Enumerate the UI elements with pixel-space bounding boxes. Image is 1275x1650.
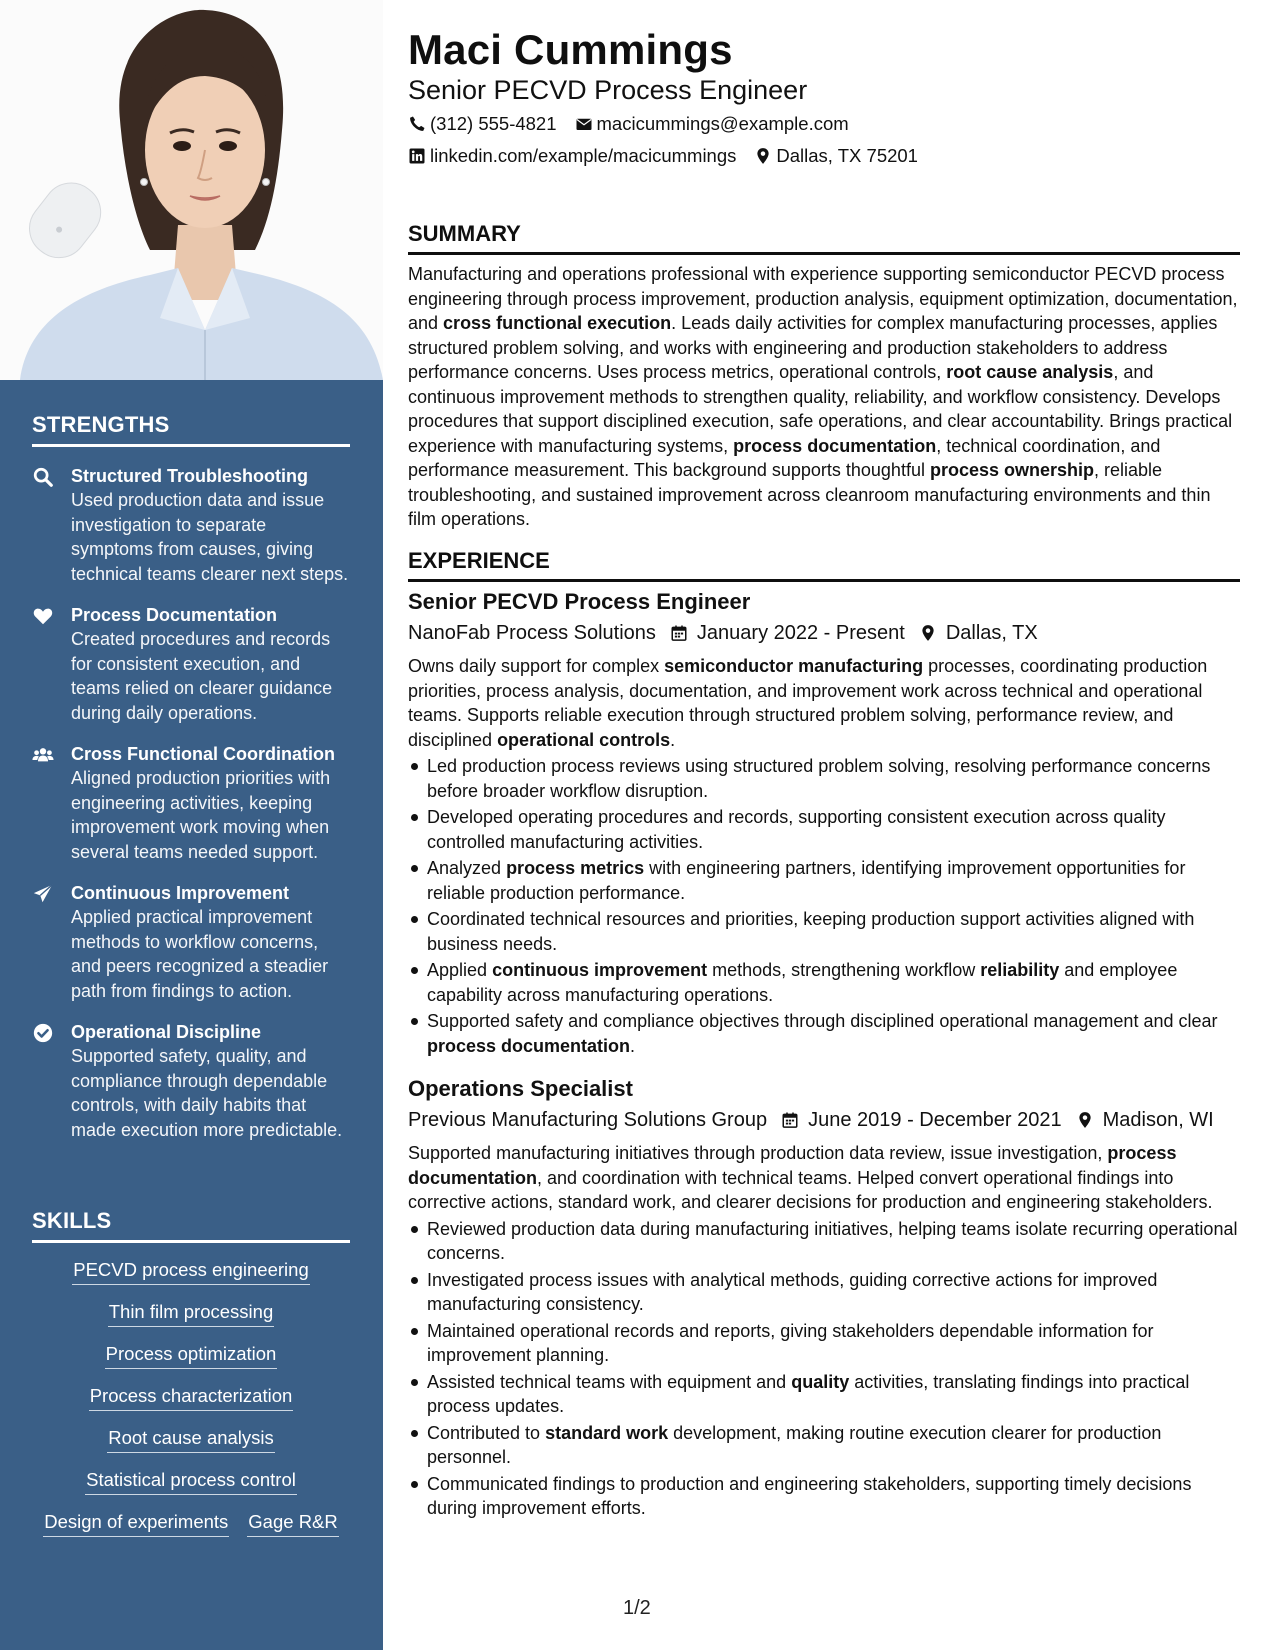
page-number: 1/2 xyxy=(623,1597,651,1619)
job-description: Supported manufacturing initiatives through production data review, issue investigation, process documentation, and coordination with technical teams. Helped convert operational findings into corrective actions, standard work, and clearer decisions for production and engineering stakeholders. xyxy=(408,1143,1213,1212)
map-pin-icon xyxy=(1076,1111,1094,1129)
strength-title: Continuous Improvement xyxy=(71,883,290,903)
users-icon xyxy=(32,744,54,766)
company-name: Previous Manufacturing Solutions Group xyxy=(408,1109,768,1131)
strength-title: Process Documentation xyxy=(71,605,278,625)
job-location: Madison, WI xyxy=(1102,1109,1214,1131)
linkedin-icon xyxy=(408,147,426,165)
job-title: Senior PECVD Process Engineer xyxy=(408,589,751,614)
job-dates: June 2019 - December 2021 xyxy=(808,1109,1062,1131)
strength-desc: Supported safety, quality, and compliance through dependable controls, with daily habits that made execution more predictable. xyxy=(71,1046,343,1140)
bold-phrase: semiconductor manufacturing xyxy=(664,656,924,676)
calendar-icon xyxy=(670,624,688,642)
email-contact[interactable] xyxy=(575,113,849,135)
linkedin-text: linkedin.com/example/macicummings xyxy=(430,145,737,166)
strength-title: Operational Discipline xyxy=(71,1022,262,1042)
skill-tag: PECVD process engineering xyxy=(72,1257,310,1285)
job-entry xyxy=(408,587,1240,1058)
job-title: Operations Specialist xyxy=(408,1076,633,1101)
search-icon xyxy=(32,466,54,488)
envelope-icon xyxy=(575,115,593,133)
job-bullet: Reviewed production data during manufacturing initiatives, helping teams isolate recurring operational concerns. xyxy=(408,1217,1240,1266)
bold-phrase: reliability xyxy=(980,960,1060,980)
bold-phrase: process metrics xyxy=(506,858,645,878)
strength-desc: Used production data and issue investigation to separate symptoms from causes, giving technical teams clearer next steps. xyxy=(71,490,349,584)
job-meta xyxy=(408,618,1240,648)
calendar-icon xyxy=(781,1111,799,1129)
job-bullet: Applied continuous improvement methods, strengthening workflow reliability and employee capability across manufacturing operations. xyxy=(408,958,1240,1007)
strength-desc: Applied practical improvement methods to workflow concerns, and peers recognized a steadier path from findings to action. xyxy=(71,907,329,1001)
bold-phrase: standard work xyxy=(545,1422,669,1443)
skills-heading: SKILLS xyxy=(32,1208,350,1243)
job-entry xyxy=(408,1074,1240,1521)
map-pin-icon xyxy=(919,624,937,642)
skill-tag: Design of experiments xyxy=(43,1509,229,1537)
bold-phrase: quality xyxy=(791,1371,850,1392)
strengths-section xyxy=(32,412,350,1142)
strength-title: Structured Troubleshooting xyxy=(71,466,308,486)
strength-title: Cross Functional Coordination xyxy=(71,744,335,764)
bold-phrase: process documentation xyxy=(408,1143,1177,1188)
job-bullet: Assisted technical teams with equipment and quality activities, translating findings into practical process updates. xyxy=(408,1370,1240,1419)
strengths-heading: STRENGTHS xyxy=(32,412,350,447)
sidebar xyxy=(0,0,383,1650)
job-bullet: Developed operating procedures and records, supporting consistent execution across quality controlled manufacturing activities. xyxy=(408,805,1240,854)
location-contact xyxy=(754,145,918,167)
bold-phrase: process ownership xyxy=(929,460,1095,480)
strength-item xyxy=(32,1020,350,1142)
heart-icon xyxy=(32,605,54,627)
job-description: Owns daily support for complex semiconductor manufacturing processes, coordinating production priorities, process analysis, documentation, and improvement work across technical and operational teams. Supports reliable execution through structured problem solving, performance review, and disciplined operational controls. xyxy=(408,656,1208,750)
job-bullet: Communicated findings to production and engineering stakeholders, supporting timely decisions during improvement efforts. xyxy=(408,1472,1240,1521)
job-bullets xyxy=(408,754,1240,1058)
bold-phrase: cross functional execution xyxy=(443,313,672,333)
job-dates: January 2022 - Present xyxy=(696,622,905,644)
skill-list xyxy=(32,1257,350,1537)
bold-phrase: process documentation xyxy=(733,435,937,456)
paper-plane-icon xyxy=(32,883,54,905)
phone-text: (312) 555-4821 xyxy=(430,113,557,134)
strength-item xyxy=(32,742,350,864)
contact-row xyxy=(408,113,867,135)
skill-tag: Gage R&R xyxy=(247,1509,338,1537)
phone-icon xyxy=(408,115,426,133)
strength-item xyxy=(32,603,350,725)
job-bullets xyxy=(408,1217,1240,1521)
summary-heading: SUMMARY xyxy=(408,221,1240,255)
strength-desc: Aligned production priorities with engineering activities, keeping improvement work moving when several teams needed support. xyxy=(71,768,331,862)
email-text: macicummings@example.com xyxy=(596,113,849,134)
bold-phrase: root cause analysis xyxy=(946,362,1114,382)
check-circle-icon xyxy=(32,1022,54,1044)
bold-phrase: operational controls xyxy=(497,729,671,750)
job-bullet: Led production process reviews using structured problem solving, resolving performance concerns before broader workflow disruption. xyxy=(408,754,1240,803)
bold-phrase: continuous improvement xyxy=(492,960,708,980)
linkedin-contact[interactable] xyxy=(408,145,736,167)
location-text: Dallas, TX 75201 xyxy=(776,145,918,166)
skill-tag: Thin film processing xyxy=(108,1299,275,1327)
experience-heading: EXPERIENCE xyxy=(408,548,1240,582)
skill-tag: Statistical process control xyxy=(85,1467,297,1495)
job-bullet: Investigated process issues with analytical methods, guiding corrective actions for improved manufacturing consistency. xyxy=(408,1268,1240,1317)
strength-item xyxy=(32,464,350,586)
contact-row xyxy=(408,145,936,167)
job-bullet: Maintained operational records and reports, giving stakeholders dependable information for improvement planning. xyxy=(408,1319,1240,1368)
skill-tag: Process characterization xyxy=(89,1383,294,1411)
job-location: Dallas, TX xyxy=(945,622,1038,644)
company-name: NanoFab Process Solutions xyxy=(408,622,656,644)
skill-tag: Process optimization xyxy=(105,1341,278,1369)
strength-desc: Created procedures and records for consistent execution, and teams relied on clearer guidance during daily operations. xyxy=(71,629,333,723)
job-bullet: Analyzed process metrics with engineering partners, identifying improvement opportunities for reliable production performance. xyxy=(408,856,1240,905)
candidate-name: Maci Cummings xyxy=(408,26,733,73)
bold-phrase: process documentation xyxy=(427,1035,631,1056)
map-pin-icon xyxy=(754,147,772,165)
summary-text: Manufacturing and operations professional with experience supporting semiconductor PECVD process engineering through process improvement, production analysis, equipment optimization, documentation, and cross functional execution. Leads daily activities for complex manufacturing processes, applies structured problem solving, and works with engineering and production stakeholders to address performance concerns. Uses process metrics, operational controls, root cause analysis, and continuous improvement methods to strengthen quality, reliability, and workflow consistency. Develops procedures that support disciplined execution, safe operations, and clear accountability. Brings practical experience with manufacturing systems, process documentation, technical coordination, and performance measurement. This background supports thoughtful process ownership, reliable troubleshooting, and sustained improvement across cleanroom manufacturing environments and thin film operations. xyxy=(408,264,1238,529)
job-bullet: Contributed to standard work development, making routine execution clearer for production personnel. xyxy=(408,1421,1240,1470)
job-meta xyxy=(408,1105,1240,1135)
strength-item xyxy=(32,881,350,1003)
phone-contact[interactable] xyxy=(408,113,557,135)
job-bullet: Supported safety and compliance objectives through disciplined operational management and clear process documentation. xyxy=(408,1009,1240,1058)
profile-photo xyxy=(0,0,383,380)
candidate-title: Senior PECVD Process Engineer xyxy=(408,75,808,105)
job-bullet: Coordinated technical resources and priorities, keeping production support activities aligned with business needs. xyxy=(408,907,1240,956)
skill-tag: Root cause analysis xyxy=(107,1425,275,1453)
skills-section xyxy=(32,1208,350,1537)
